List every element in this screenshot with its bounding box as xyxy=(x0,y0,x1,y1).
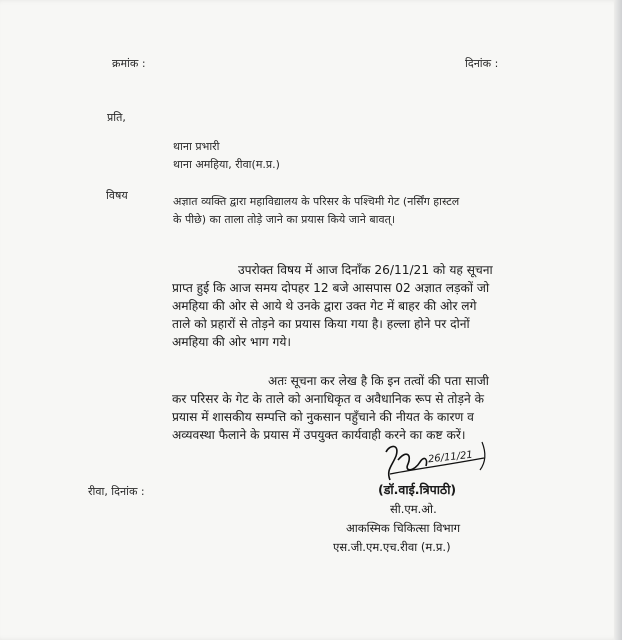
signatory-institution: एस.जी.एम.एच.रीवा (म.प्र.) xyxy=(333,540,451,554)
body-para2-line-2: कर परिसर के गेट के ताले को अनाधिकृत व अवैधानिक रूप से तोड़ने के xyxy=(172,392,484,406)
subject-line-2: के पीछे) का ताला तोड़े जाने का प्रयास किये जाने बावत्। xyxy=(173,213,396,226)
recipient-line-1: थाना प्रभारी xyxy=(173,140,220,153)
page-edge-shadow xyxy=(614,0,622,640)
body-para1-line-3: अमहिया की ओर से आये थे उनके द्वारा उक्त गेट में बाहर की ओर लगे xyxy=(172,299,477,313)
body-para2-line-3: प्रयास में शासकीय सम्पत्ति को नुकसान पहुँचाने की नीयत के कारण व xyxy=(172,410,474,424)
body-para2-line-1: अतः सूचना कर लेख है कि इन तत्वों की पता साजी xyxy=(268,374,489,388)
signatory-designation: सी.एम.ओ. xyxy=(390,502,437,516)
dinank-label: दिनांक : xyxy=(465,57,499,70)
subject-label: विषय xyxy=(106,189,128,202)
body-para2-line-4: अव्यवस्था फैलाने के प्रयास में उपयुक्त कार्यवाही करने का कष्ट करें। xyxy=(172,428,466,442)
body-para1-line-4: ताले को प्रहारों से तोड़ने का प्रयास किया गया है। हल्ला होने पर दोनों xyxy=(172,317,470,331)
subject-line-1: अज्ञात व्यक्ति द्वारा महाविद्यालय के परिसर के पश्चिमी गेट (नर्सिंग हास्टल xyxy=(173,195,460,208)
recipient-line-2: थाना अमहिया, रीवा(म.प्र.) xyxy=(173,158,280,171)
body-para1-line-1: उपरोक्त विषय में आज दिनाँक 26/11/21 को यह सूचना xyxy=(238,263,493,277)
signatory-department: आकस्मिक चिकित्सा विभाग xyxy=(346,521,461,535)
signature-date: 26/11/21 xyxy=(427,449,474,466)
kramank-label: क्रमांक : xyxy=(112,57,146,70)
body-para1-line-2: प्राप्त हुई कि आज समय दोपहर 12 बजे आसपास 02 अज्ञात लड़कों जो xyxy=(172,281,490,295)
prati-label: प्रति, xyxy=(107,111,126,124)
place-date-label: रीवा, दिनांक : xyxy=(88,485,145,498)
signatory-name: (डॉ.वाई.त्रिपाठी) xyxy=(378,482,457,497)
body-para1-line-5: अमहिया की ओर भाग गये। xyxy=(172,335,292,349)
